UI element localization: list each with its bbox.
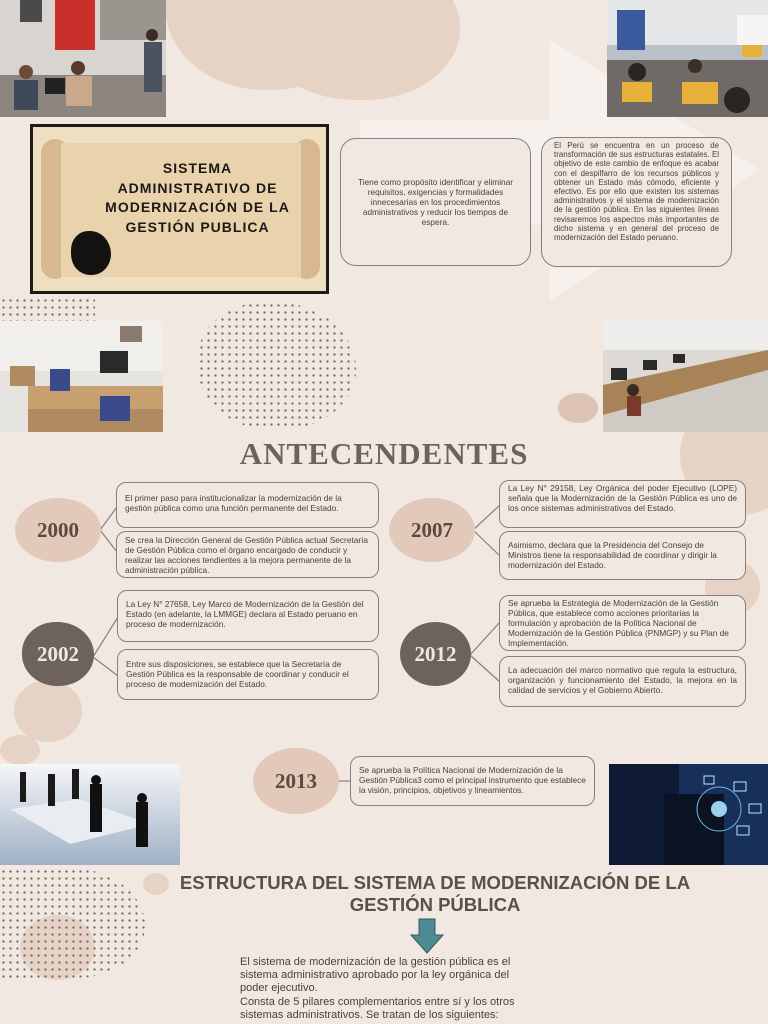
intro-text: El Perú se encuentra en un proceso de transformación de sus estructuras estatales. El objetivo de este cambio de enfoque es acabar con el despilfarro de los recursos públicos y obtener un Estado más cómodo, eficiente y efectivo. Es por ello que existen los sistemas administrativos y el sistema de modernización de la gestión pública. En las siguientes líneas revisaremos los aspectos más importantes de dicho sistema y en general del proceso de modernización del Estado peruano. (554, 141, 719, 243)
year-badge-2002: 2002 (22, 622, 94, 686)
year-badge-2000: 2000 (15, 498, 101, 562)
estructura-paragraph-2: Consta de 5 pilares complementarios entre sí y los otros sistemas administrativos. Se tratan de los siguientes: (240, 996, 515, 1021)
year-badge-2012: 2012 (400, 622, 471, 686)
year-badge-2007: 2007 (389, 498, 475, 562)
timeline-2002-item-2: Entre sus disposiciones, se establece que la Secretaría de Gestión Pública es la responsable de coordinar y conducir el proceso de modernización del Estado. (117, 649, 379, 700)
timeline-2007-item-2: Asimismo, declara que la Presidencia del Consejo de Ministros tiene la responsabilidad de coordinar y dirigir la modernización del Estado. (499, 531, 746, 580)
timeline-2013-item-1: Se aprueba la Política Nacional de Modernización de la Gestión Pública3 como el principal instrumento que establece la visión, principios, objetivos y lineamientos. (350, 756, 595, 806)
arrow-down-icon (410, 918, 444, 954)
timeline-2012-item-2: La adecuación del marco normativo que regula la estructura, organización y funcionamiento del Estado, la mejora en la calidad de servicios y el Gobierno Abierto. (499, 656, 746, 707)
timeline-2012-item-1: Se aprueba la Estrategia de Modernización de la Gestión Pública, que establece como acciones prioritarias la formulación y aprobación de la Política Nacional de Modernización de la Gestión Pública (PNMGP) y su Plan de Implementación. (499, 595, 746, 651)
timeline-2002-item-1: La Ley N° 27658, Ley Marco de Modernización de la Gestión del Estado (en adelante, la LMMGE) declara al Estado peruano en proceso de modernización. (117, 590, 379, 642)
year-badge-2013: 2013 (253, 748, 339, 814)
timeline-2000-item-2: Se crea la Dirección General de Gestión Pública actual Secretaría de Gestión Pública como el órgano encargado de conducir y realizar las acciones tendientes a la mejora permanente de la administración pública. (116, 531, 379, 578)
timeline-2007-item-1: La Ley N° 29158, Ley Orgánica del poder Ejecutivo (LOPE) señala que la Modernización de la Gestión Pública es uno de los once sistemas administrativos del Estado. (499, 480, 746, 528)
title-text: SISTEMA ADMINISTRATIVO DE MODERNIZACIÓN DE LA GESTIÓN PUBLICA (105, 160, 290, 235)
antecedentes-heading: ANTECENDENTES (239, 436, 529, 471)
purpose-text: Tiene como propósito identificar y eliminar requisitos, exigencias y formalidades innecesarias en los procedimientos administrativos y reducir los tiempos de espera. (357, 177, 514, 227)
estructura-heading: ESTRUCTURA DEL SISTEMA DE MODERNIZACIÓN DE LA GESTIÓN PÚBLICA (179, 872, 691, 915)
estructura-paragraph-1: El sistema de modernización de la gestión pública es el sistema administrativo aprobado por la ley orgánica del poder ejecutivo. (240, 956, 511, 994)
timeline-2000-item-1: El primer paso para institucionalizar la modernización de la gestión pública como una función permanente del Estado. (116, 482, 379, 528)
